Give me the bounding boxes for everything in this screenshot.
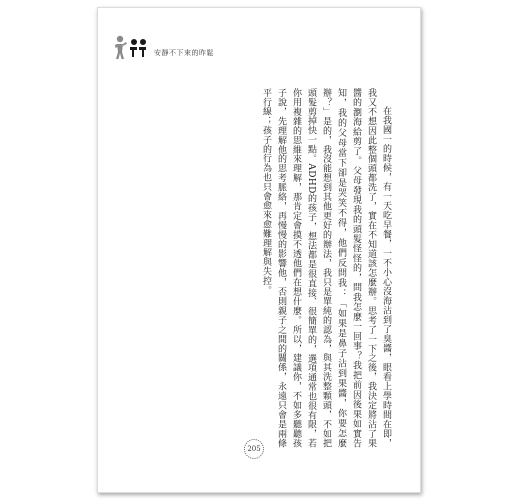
vertical-body-text (258, 88, 393, 448)
page-number (243, 438, 265, 460)
header-logo-figures-icon (115, 33, 149, 63)
running-header-title: 安靜不下來的昨鬆 (154, 49, 214, 57)
page-number-label: 205 (247, 445, 261, 453)
book-page (97, 7, 421, 493)
body-paragraph: 在我國一的時候，有一天吃早餐，一不小心沒海沾到了臭醬，眼看上學時間在即，我又不想因此整個頭都洗了，實在不知道該怎麼辦。思考了一下之後，我決定將沾了果醬的瀏海給剪了。父母發現我的頭髮怪怪的，問我怎麼一回事？我把前因後果如實告知，我的父母當下卻是哭笑不得，他們反問我：「如果是鼻子沾到果醬，你要怎麼辦？」是的，我沒能想到其他更好的辦法，我只是單純的認為，與其洗整顆頭，不如把頭髮剪掉快一點。ADHD的孩子，想法都是很直接、很簡單的，選項通常也很有限，若你用複雜的思維來理解，那肯定會摸不透他們在想什麼。所以，建議你，不如多聽聽孩子說，先理解他的思考脈絡，再慢慢的影響他，否則親子之間的關係，永遠只會是兩條平行線；孩子的行為也只會愈來愈難理解與失控。 (261, 88, 391, 448)
